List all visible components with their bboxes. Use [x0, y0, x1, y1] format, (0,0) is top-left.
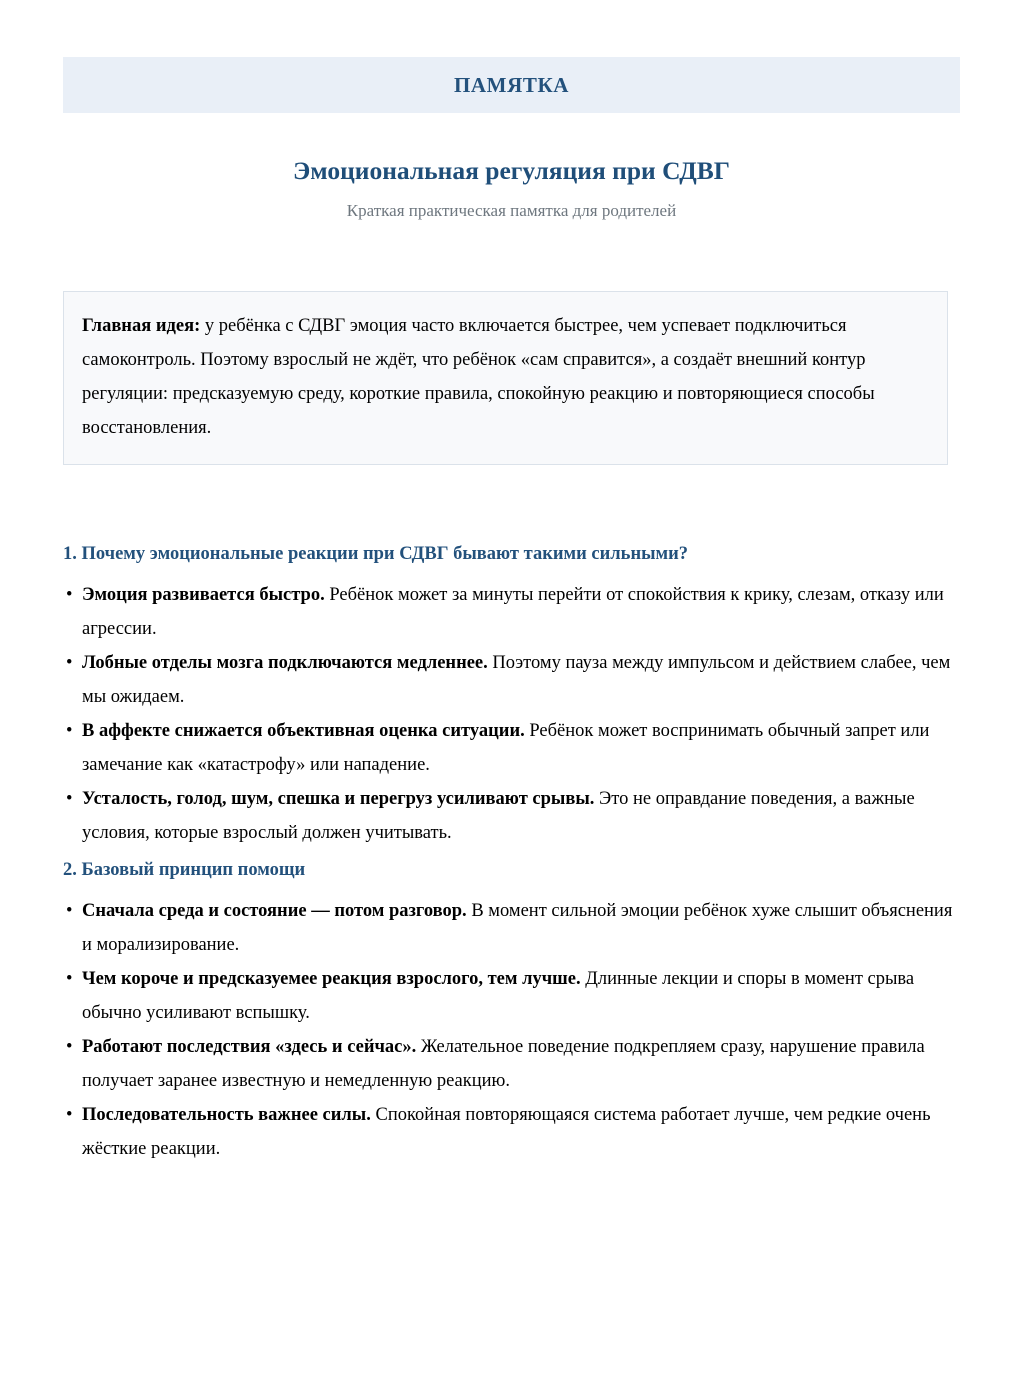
- document-content: [63, 542, 963, 1174]
- list-item: [63, 894, 963, 962]
- page-subtitle: Краткая практическая памятка для родителей: [346, 200, 677, 220]
- bullet-lead: Чем короче и предсказуемее реакция взрослого, тем лучше.: [82, 968, 581, 989]
- list-item: [63, 962, 963, 1030]
- bullet-body: В момент сильной эмоции ребёнок хуже слышит объяснения и морализирование.: [82, 900, 953, 955]
- list-item: [63, 714, 963, 782]
- bullet-body: Спокойная повторяющаяся система работает лучше, чем редкие очень жёсткие реакции.: [82, 1104, 931, 1159]
- section-2: [63, 858, 963, 1166]
- bullet-lead: Работают последствия «здесь и сейчас».: [82, 1036, 417, 1057]
- bullet-body: Это не оправдание поведения, а важные условия, которые взрослый должен учитывать.: [82, 788, 915, 843]
- section-1-heading: 1. Почему эмоциональные реакции при СДВГ бывают такими сильными?: [63, 544, 689, 564]
- list-item: [63, 646, 963, 714]
- bullet-body: Длинные лекции и споры в момент срыва обычно усиливают вспышку.: [82, 968, 915, 1023]
- list-item: [63, 1030, 963, 1098]
- key-idea-callout: [63, 291, 948, 465]
- list-item: [63, 1098, 963, 1166]
- bullet-lead: Сначала среда и состояние — потом разговор.: [82, 900, 467, 921]
- list-item: [63, 578, 963, 646]
- section-1: [63, 542, 963, 850]
- page-title: Эмоциональная регуляция при СДВГ: [293, 156, 730, 185]
- callout-lead: Главная идея:: [82, 316, 201, 336]
- section-2-bullet-list: [63, 894, 963, 1166]
- list-item: [63, 782, 963, 850]
- section-2-heading: 2. Базовый принцип помощи: [63, 859, 306, 880]
- bullet-lead: Лобные отделы мозга подключаются медленнее.: [82, 652, 488, 673]
- document-banner: [63, 57, 960, 113]
- section-1-bullet-list: [63, 578, 963, 850]
- bullet-body: Поэтому пауза между импульсом и действием слабее, чем мы ожидаем.: [82, 652, 951, 707]
- callout-body: у ребёнка с СДВГ эмоция часто включается быстрее, чем успевает подключиться самоконтроль. Поэтому взрослый не ждёт, что ребёнок «сам справится», а создаёт внешний контур регуляции: предсказуемую среду, короткие правила, спокойную реакцию и повторяющиеся способы восстановления.: [82, 316, 875, 438]
- bullet-lead: В аффекте снижается объективная оценка ситуации.: [82, 720, 525, 741]
- bullet-body: Ребёнок может воспринимать обычный запрет или замечание как «катастрофу» или нападение.: [82, 720, 930, 775]
- bullet-lead: Усталость, голод, шум, спешка и перегруз усиливают срывы.: [82, 788, 595, 809]
- bullet-lead: Последовательность важнее силы.: [82, 1104, 371, 1125]
- title-block: [63, 155, 960, 221]
- callout-paragraph: [82, 309, 927, 445]
- bullet-body: Ребёнок может за минуты перейти от спокойствия к крику, слезам, отказу или агрессии.: [82, 584, 944, 639]
- banner-label: ПАМЯТКА: [453, 72, 570, 97]
- bullet-lead: Эмоция развивается быстро.: [82, 584, 325, 605]
- bullet-body: Желательное поведение подкрепляем сразу, нарушение правила получает заранее известную и немедленную реакцию.: [82, 1036, 925, 1091]
